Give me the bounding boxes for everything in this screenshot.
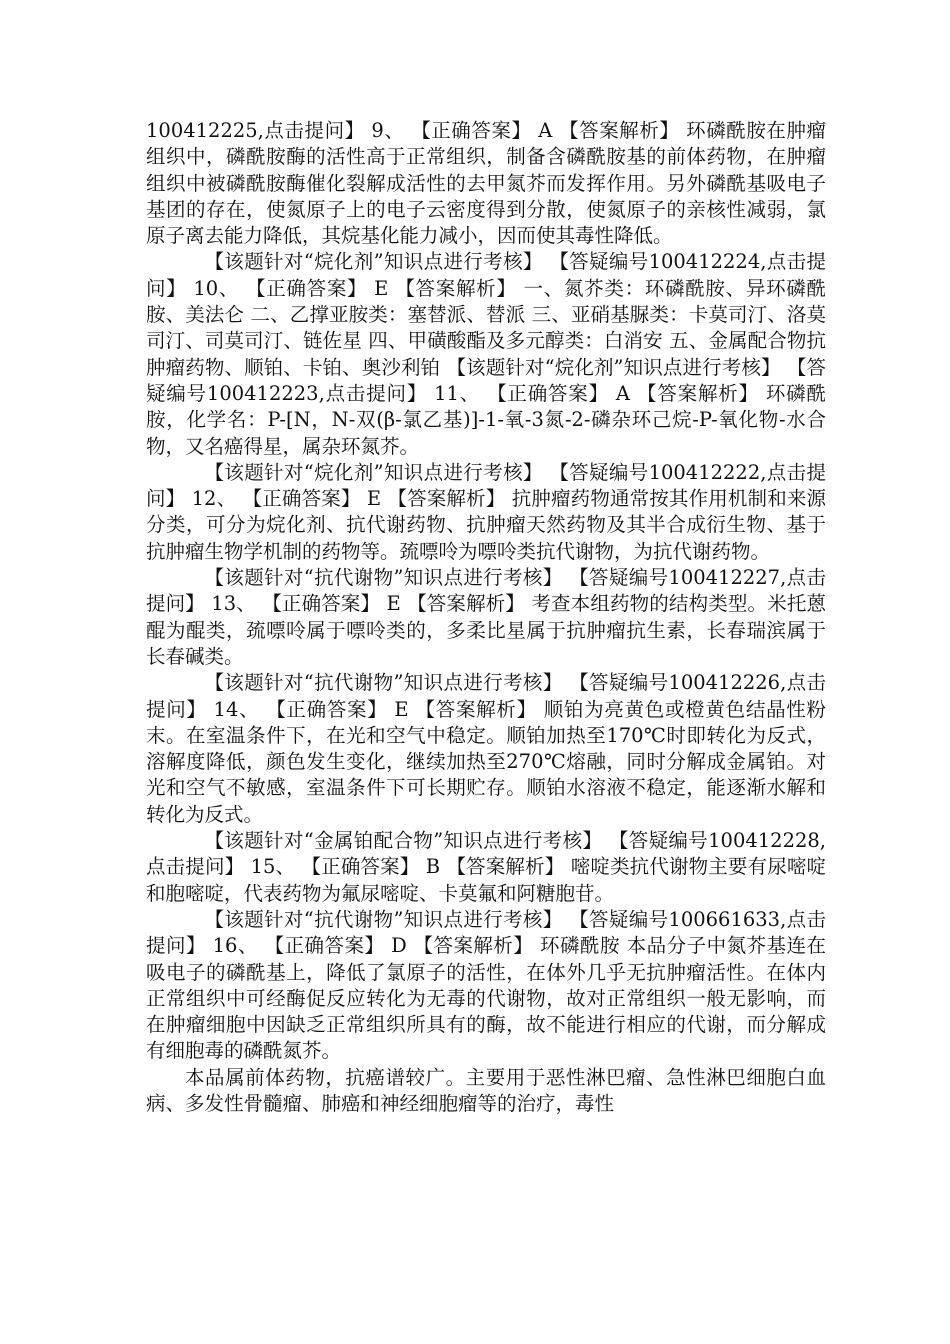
paragraph-answer-10-11: 【该题针对“烷化剂”知识点进行考核】 【答疑编号100412224,点击提问】 10、 【正确答案】 E 【答案解析】 一、氮芥类：环磷酰胺、异环磷酰胺、美法仑 二、乙撑亚胺类：塞替派、替派 三、亚硝基脲类：卡莫司汀、洛莫司汀、司莫司汀、链佐星 四、甲磺酸酯及多元醇类：白消安 五、金属配合物抗肿瘤药物、顺铂、卡铂、奥沙利铂 【该题针对“烷化剂”知识点进行考核】 【答疑编号100412223,点击提问】 11、 【正确答案】 A 【答案解析】 环磷酰胺，化学名：P-[N，N-双(β-氯乙基)]-1-氧-3氮-2-磷杂环己烷-P-氧化物-水合物，又名癌得星，属杂环氮芥。 [146, 250, 826, 458]
document-page [146, 118, 826, 1117]
paragraph-answer-9: 100412225,点击提问】 9、 【正确答案】 A 【答案解析】 环磷酰胺在肿瘤组织中，磷酰胺酶的活性高于正常组织，制备含磷酰胺基的前体药物，在肿瘤组织中被磷酰胺酶催化裂解成活性的去甲氮芥而发挥作用。另外磷酰基吸电子基团的存在，使氮原子上的电子云密度得到分散，使氮原子的亲核性减弱，氯原子离去能力降低，其烷基化能力减小，因而使其毒性降低。 [146, 119, 826, 248]
paragraph-answer-14: 【该题针对“抗代谢物”知识点进行考核】 【答疑编号100412226,点击提问】 14、 【正确答案】 E 【答案解析】 顺铂为亮黄色或橙黄色结晶性粉末。在室温条件下，在光和空气中稳定。顺铂加热至170℃时即转化为反式，溶解度降低，颜色发生变化，继续加热至270℃熔融，同时分解成金属铂。对光和空气不敏感，室温条件下可长期贮存。顺铂水溶液不稳定，能逐渐水解和转化为反式。 [146, 671, 826, 826]
paragraph-answer-12: 【该题针对“烷化剂”知识点进行考核】 【答疑编号100412222,点击提问】 12、 【正确答案】 E 【答案解析】 抗肿瘤药物通常按其作用机制和来源分类，可分为烷化剂、抗代谢药物、抗肿瘤天然药物及其半合成衍生物、基于抗肿瘤生物学机制的药物等。巯嘌呤为嘌呤类抗代谢物，为抗代谢药物。 [146, 460, 826, 563]
paragraph-answer-13: 【该题针对“抗代谢物”知识点进行考核】 【答疑编号100412227,点击提问】 13、 【正确答案】 E 【答案解析】 考查本组药物的结构类型。米托蒽醌为醌类，巯嘌呤属于嘌呤类的，多柔比星属于抗肿瘤抗生素，长春瑞滨属于长春碱类。 [146, 566, 826, 668]
paragraph-prodrug-note: 本品属前体药物，抗癌谱较广。主要用于恶性淋巴瘤、急性淋巴细胞白血病、多发性骨髓瘤、肺癌和神经细胞瘤等的治疗，毒性 [146, 1065, 826, 1115]
paragraph-answer-15: 【该题针对“金属铂配合物”知识点进行考核】 【答疑编号100412228,点击提问】 15、 【正确答案】 B 【答案解析】 嘧啶类抗代谢物主要有尿嘧啶和胞嘧啶，代表药物为氟尿嘧啶、卡莫氟和阿糖胞苷。 [146, 829, 826, 905]
paragraph-answer-16: 【该题针对“抗代谢物”知识点进行考核】 【答疑编号100661633,点击提问】 16、 【正确答案】 D 【答案解析】 环磷酰胺 本品分子中氮芥基连在吸电子的磷酰基上，降低了氯原子的活性，在体外几乎无抗肿瘤活性。在体内正常组织中可经酶促反应转化为无毒的代谢物，故对正常组织一般无影响，而在肿瘤细胞中因缺乏正常组织所具有的酶，故不能进行相应的代谢，而分解成有细胞毒的磷酰氮芥。 [146, 907, 826, 1063]
